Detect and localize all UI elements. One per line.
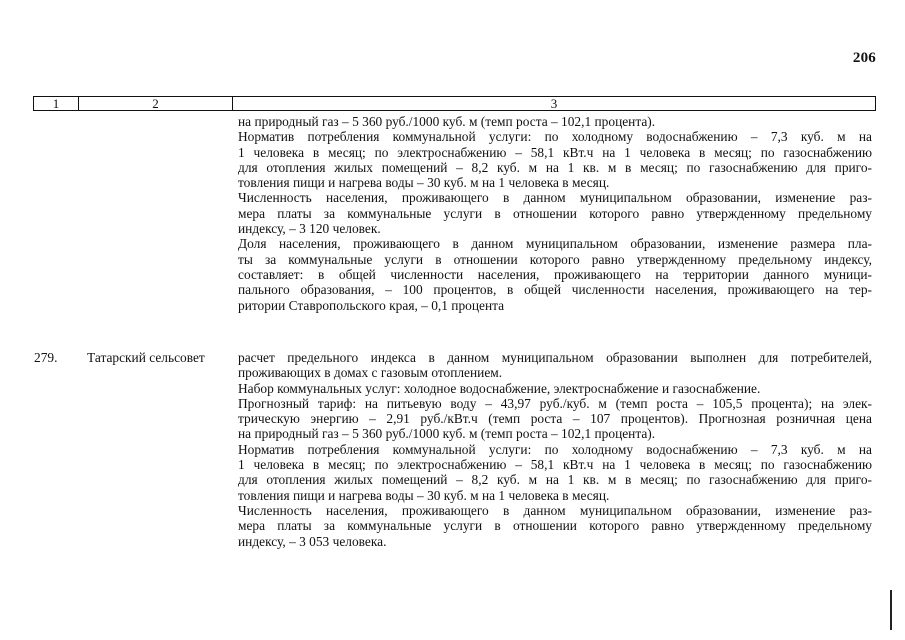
text-line: индексу, – 3 120 человек.: [238, 221, 381, 237]
text-line: мера платы за коммунальные услуги в отношении которого равно утвержденному предельному: [238, 205, 872, 221]
text-line: 1 человека в месяц; по электроснабжению – 58,1 кВт.ч на 1 человека в месяц; по газоснабжению: [238, 457, 872, 473]
text-line: расчет предельного индекса в данном муниципальном образовании выполнен для потребителей,: [238, 350, 872, 365]
page-number: 206: [852, 50, 876, 66]
text-line: 1 человека в месяц; по электроснабжению – 58,1 кВт.ч на 1 человека в месяц; по газоснабжению: [238, 144, 872, 160]
text-line: товления пищи и нагрева воды – 30 куб. м на 1 человека в месяц.: [238, 487, 610, 503]
paragraph: [238, 442, 872, 503]
text-line: составляет: в общей численности населения, проживающего на территории данного муници-: [238, 266, 872, 282]
paragraph: [238, 350, 872, 381]
text-line: проживающих в домах с газовым отоплением.: [238, 365, 503, 381]
text-line: на природный газ – 5 360 руб./1000 куб. м (темп роста – 102,1 процента).: [238, 426, 656, 442]
text-line: индексу, – 3 053 человека.: [238, 533, 387, 549]
column-header-1: 1: [34, 97, 79, 110]
text-line: товления пищи и нагрева воды – 30 куб. м на 1 человека в месяц.: [238, 175, 610, 191]
table-column-header-row: [33, 96, 876, 111]
text-line: Норматив потребления коммунальной услуги: по холодному водоснабжению – 7,3 куб. м на: [238, 441, 872, 457]
text-line: Численность населения, проживающего в данном муниципальном образовании, изменение раз-: [238, 502, 872, 518]
text-line: Норматив потребления коммунальной услуги: по холодному водоснабжению – 7,3 куб. м на: [238, 129, 872, 145]
column-header-2: 2: [79, 97, 233, 110]
entry-number: 279.: [34, 350, 58, 365]
text-line: мера платы за коммунальные услуги в отношении которого равно утвержденному предельному: [238, 518, 872, 534]
paragraph: [238, 396, 872, 442]
paragraph: [238, 129, 872, 190]
text-line: Доля населения, проживающего в данном муниципальном образовании, изменение размера пла-: [238, 236, 872, 252]
text-line: на природный газ – 5 360 руб./1000 куб. м (темп роста – 102,1 процента).: [238, 114, 656, 129]
text-line: пального образования, – 100 процентов, в общей численности населения, проживающего на тер-: [238, 282, 872, 298]
entry-body: [238, 350, 872, 549]
text-line: Численность населения, проживающего в данном муниципальном образовании, изменение раз-: [238, 190, 872, 206]
text-line: для отопления жилых помещений – 8,2 куб. м на 1 кв. м в месяц; по газоснабжению для приго-: [238, 159, 872, 175]
continuation-text-block: [238, 114, 872, 313]
column-header-3: 3: [550, 96, 558, 111]
paragraph: [238, 114, 872, 129]
entry-name: Татарский сельсовет: [87, 350, 205, 365]
text-line: трическую энергию – 2,91 руб./кВт.ч (темп роста – 107 процентов). Прогнозная розничная цена: [238, 411, 872, 427]
text-line: для отопления жилых помещений – 8,2 куб. м на 1 кв. м в месяц; по газоснабжению для приго-: [238, 472, 872, 488]
text-line: ты за коммунальные услуги в отношении которого равно утвержденному предельному индексу,: [238, 251, 872, 267]
scan-edge-mark: [890, 590, 892, 630]
text-line: ритории Ставропольского края, – 0,1 процента: [238, 297, 505, 313]
paragraph: [238, 190, 872, 236]
paragraph: [238, 381, 872, 396]
text-line: Прогнозный тариф: на питьевую воду – 43,97 руб./куб. м (темп роста – 105,5 процента); на элек-: [238, 395, 872, 411]
text-line: Набор коммунальных услуг: холодное водоснабжение, электроснабжение и газоснабжение.: [238, 380, 761, 396]
paragraph: [238, 236, 872, 312]
paragraph: [238, 503, 872, 549]
